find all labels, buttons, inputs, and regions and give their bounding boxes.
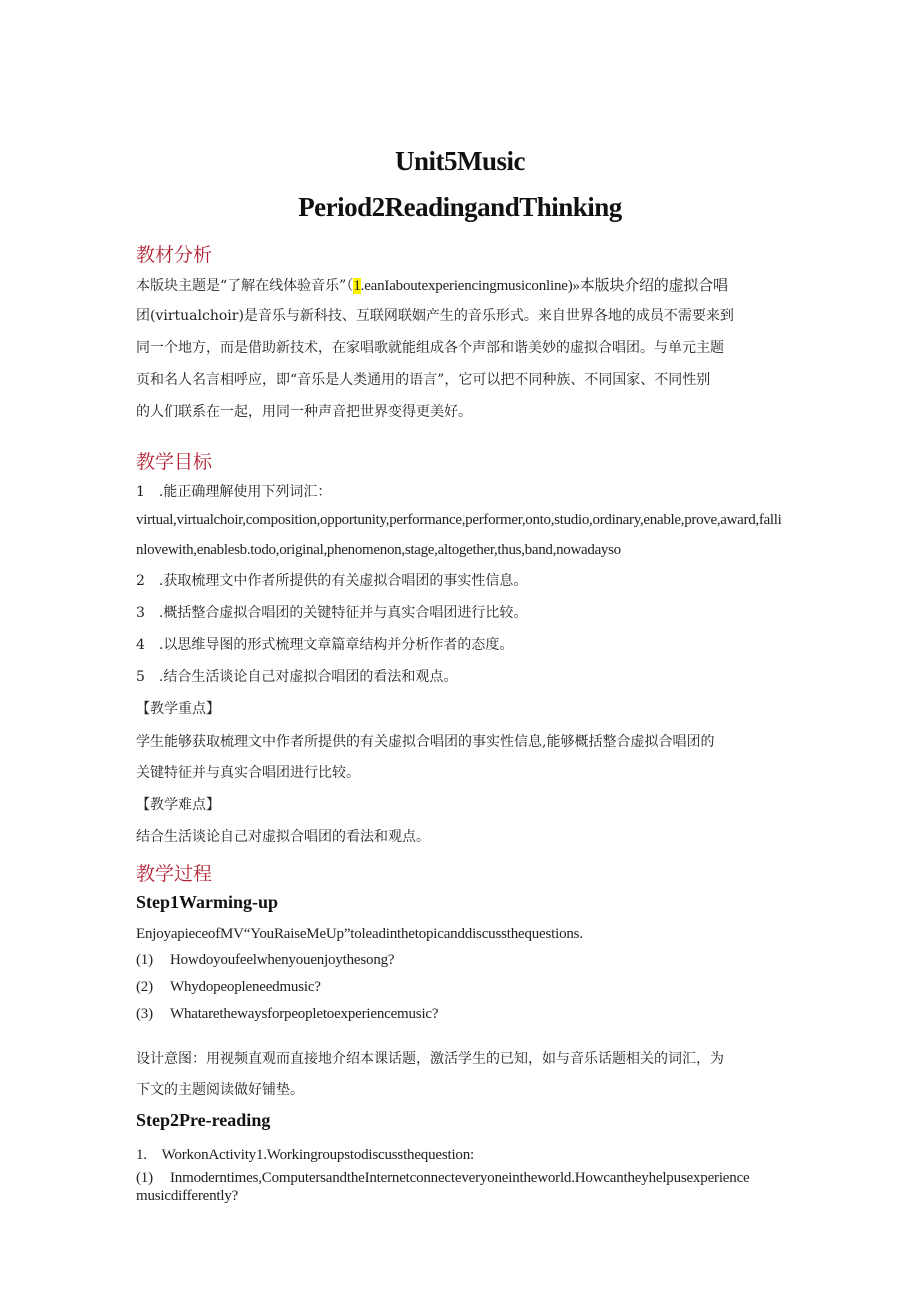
- analysis-line-1-b: .eanIaboutexperiencingmusiconline)»本版块介绍的虚拟合唱: [360, 278, 728, 294]
- question-text: Inmoderntimes,ComputersandtheInternetconnecteveryoneintheworld.Howcantheyhelpusexperience: [170, 1170, 750, 1186]
- analysis-line-4: 页和名人名言相呼应，即“音乐是人类通用的语言”，它可以把不同种族、不同国家、不同性别: [136, 372, 711, 388]
- analysis-heading: 教材分析: [136, 244, 213, 266]
- analysis-line-1-a: 本版块主题是“了解在线体验音乐”（: [136, 278, 354, 294]
- step1-question-1: [136, 952, 394, 969]
- objective-item-5: 5 .结合生活谈论自己对虚拟合唱团的看法和观点。: [136, 669, 458, 685]
- step2-item-1: 1. WorkonActivity1.Workingroupstodiscussthequestion:: [136, 1147, 474, 1163]
- objective-item-2: 2 .获取梳理文中作者所提供的有关虚拟合唱团的事实性信息。: [136, 573, 528, 589]
- question-text: Whatarethewaysforpeopletoexperiencemusic?: [170, 1006, 439, 1022]
- difficulty-label: 【教学难点】: [136, 797, 220, 813]
- question-number: (3): [136, 1006, 153, 1022]
- question-text: Howdoyoufeelwhenyouenjoythesong?: [170, 952, 395, 968]
- unit-title: Unit5Music: [395, 146, 525, 176]
- vocabulary-list: virtual,virtualchoir,composition,opportunity,performance,performer,onto,studio,ordinary,enable,prove,award,fallinlovewith,enablesb.todo,original,phenomenon,stage,altogether,thus,band,nowadayso: [136, 512, 782, 558]
- step2-question-1: [136, 1170, 749, 1187]
- step1-intro: EnjoyapieceofMV“YouRaiseMeUp”toleadinthetopicanddiscussthequestions.: [136, 926, 583, 942]
- period-title: Period2ReadingandThinking: [298, 192, 622, 222]
- analysis-line-1: [136, 274, 728, 295]
- question-number: (1): [136, 952, 153, 968]
- step1-question-3: [136, 1006, 438, 1023]
- step1-question-2: [136, 979, 321, 996]
- difficulty-text: 结合生活谈论自己对虚拟合唱团的看法和观点。: [136, 829, 430, 845]
- question-number: (1): [136, 1170, 153, 1186]
- design-intent-line-2: 下文的主题阅读做好铺垫。: [136, 1082, 304, 1098]
- objective-item-3: 3 .概括整合虚拟合唱团的关键特征并与真实合唱团进行比较。: [136, 605, 528, 621]
- focus-line-2: 关键特征并与真实合唱团进行比较。: [136, 765, 360, 781]
- analysis-line-3: 同一个地方，而是借助新技术，在家唱歌就能组成各个声部和谐美妙的虚拟合唱团。与单元主题: [136, 340, 724, 356]
- focus-line-1: 学生能够获取梳理文中作者所提供的有关虚拟合唱团的事实性信息,能够概括整合虚拟合唱团的: [136, 734, 715, 750]
- question-number: (2): [136, 979, 153, 995]
- design-intent-line-1: 设计意图：用视频直观而直接地介绍本课话题，激活学生的已知，如与音乐话题相关的词汇，为: [136, 1051, 724, 1067]
- analysis-line-2: 团(virtualchoir)是音乐与新科技、互联网联姻产生的音乐形式。来自世界各地的成员不需要来到: [136, 308, 734, 324]
- step1-title: Step1Warming-up: [136, 892, 279, 912]
- objective-item-4: 4 .以思维导图的形式梳理文章篇章结构并分析作者的态度。: [136, 637, 514, 653]
- question-text: Whydopeopleneedmusic?: [170, 979, 321, 995]
- objective-item-1: 1 .能正确理解使用下列词汇：: [136, 484, 332, 500]
- step2-question-1-cont: musicdifferently?: [136, 1188, 239, 1204]
- process-heading: 教学过程: [136, 863, 213, 885]
- focus-label: 【教学重点】: [136, 701, 220, 717]
- step2-title: Step2Pre-reading: [136, 1110, 271, 1130]
- objectives-heading: 教学目标: [136, 451, 213, 473]
- analysis-line-5: 的人们联系在一起，用同一种声音把世界变得更美好。: [136, 404, 472, 420]
- highlighted-text: 1: [353, 278, 361, 294]
